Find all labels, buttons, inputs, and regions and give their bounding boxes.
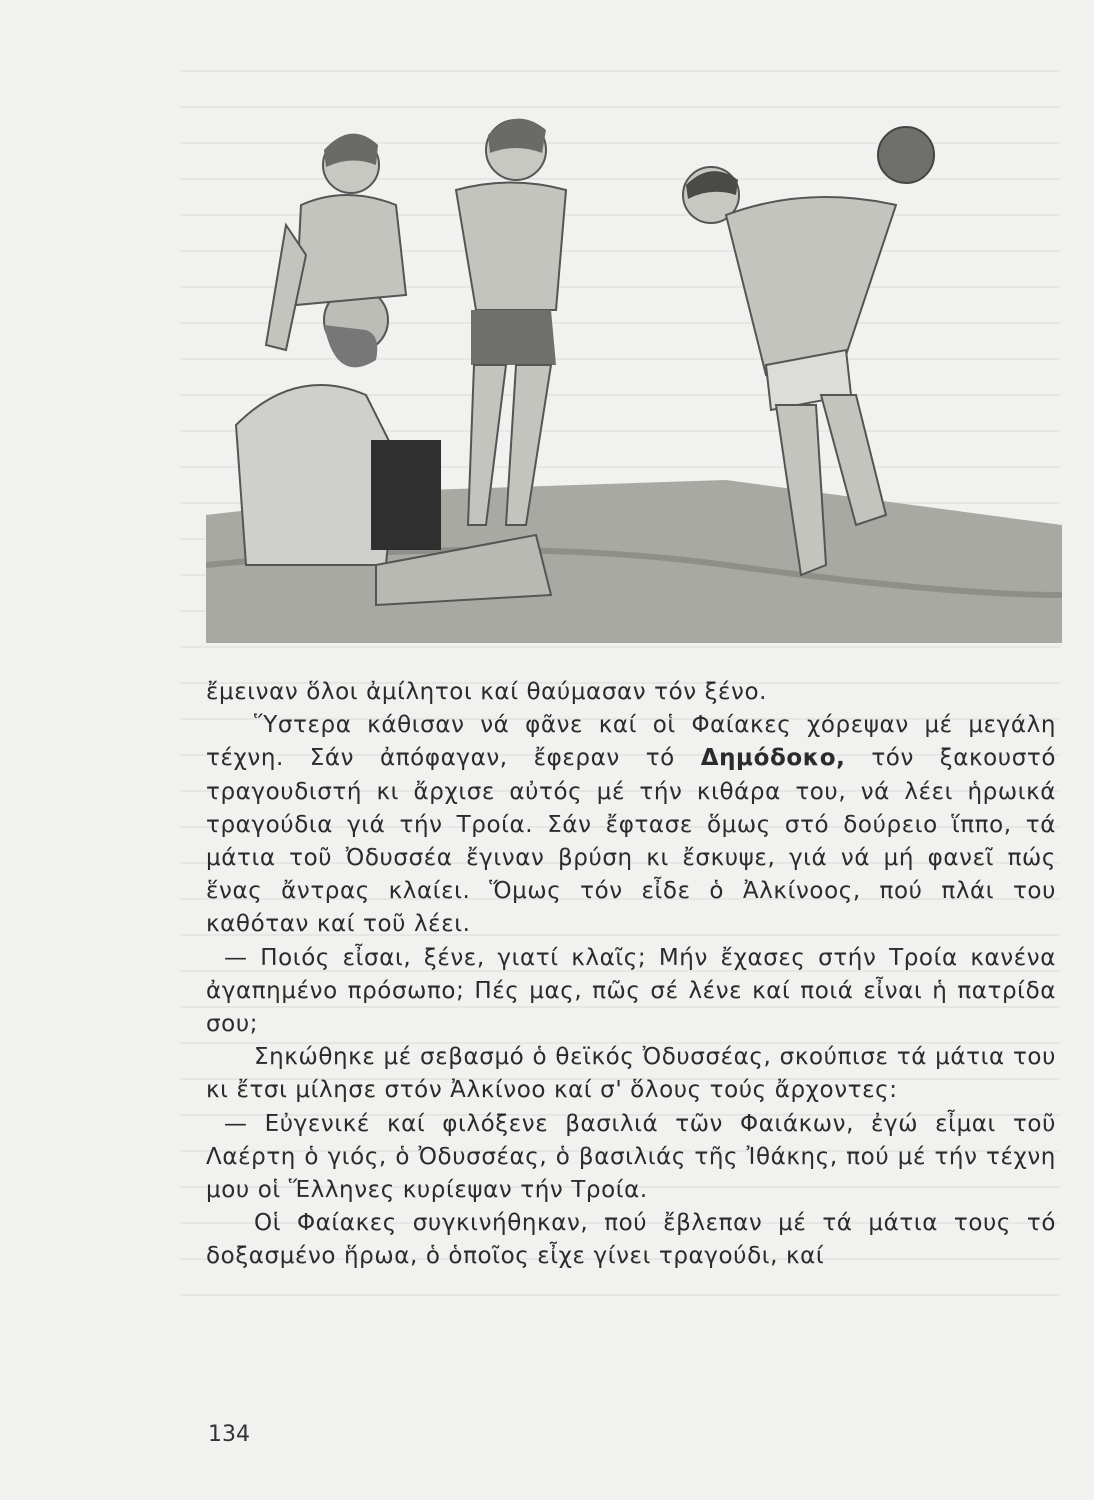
paragraph-3: — Ποιός εἶσαι, ξένε, γιατί κλαῖς; Μήν ἔχασες στήν Τροία κανένα ἀγαπημένο πρόσωπο; Πές μας, πῶς σέ λένε καί ποιά εἶναι ἡ πατρίδα σου;: [206, 944, 1056, 1038]
athletes-discus-illustration: [206, 95, 1062, 643]
athletes-discus-illustration-icon: [206, 95, 1062, 643]
paragraph-5: — Εὐγενικέ καί φιλόξενε βασιλιά τῶν Φαιάκων, ἐγώ εἶμαι τοῦ Λαέρτη ὁ γιός, ὁ Ὀδυσσέας, ὁ βασιλιάς τῆς Ἰθάκης, πού μέ τήν τέχνη μου οἱ Ἕλληνες κυρίεψαν τήν Τροία.: [206, 1110, 1056, 1204]
paragraph-6: Οἱ Φαίακες συγκινήθηκαν, πού ἔβλεπαν μέ τά μάτια τους τό δοξασμένο ἥρωα, ὁ ὁποῖος εἶχε γίνει τραγούδι, καί: [206, 1210, 1056, 1270]
demodocus-bold: Δημόδοκο,: [700, 745, 846, 772]
page-number: 134: [208, 1422, 250, 1447]
paragraph-1: ἔμειναν ὅλοι ἀμίλητοι καί θαύμασαν τόν ξένο.: [206, 679, 768, 705]
body-text: [206, 676, 1056, 1274]
paragraph-2-end: τόν ξακουστό τραγουδιστή κι ἄρχισε αὐτός μέ τήν κιθάρα του, νά λέει ἡρωικά τραγούδια γιά τήν Τροία. Σάν ἔφτασε ὅμως στό δούρειο ἵππο, τά μάτια τοῦ Ὀδυσσέα ἔγιναν βρύση κι ἔσκυψε, γιά νά μή φανεῖ πώς ἕνας ἄντρας κλαίει. Ὅμως τόν εἶδε ὁ Ἀλκίνοος, πού πλάι του καθόταν καί τοῦ λέει.: [206, 745, 1057, 938]
standing-man-center-figure: [456, 119, 566, 525]
paragraph-2: [206, 709, 1056, 941]
paragraph-4: Σηκώθηκε μέ σεβασμό ὁ θεϊκός Ὀδυσσέας, σκούπισε τά μάτια του κι ἔτσι μίλησε στόν Ἀλκίνοο καί σ' ὅλους τούς ἄρχοντες:: [206, 1044, 1056, 1104]
paragraph-2-start: Ὕστερα κάθισαν νά φᾶνε καί οἱ Φαίακες χόρεψαν μέ μεγάλη τέχνη. Σάν ἀπόφαγαν, ἔφεραν τό: [206, 712, 1056, 772]
